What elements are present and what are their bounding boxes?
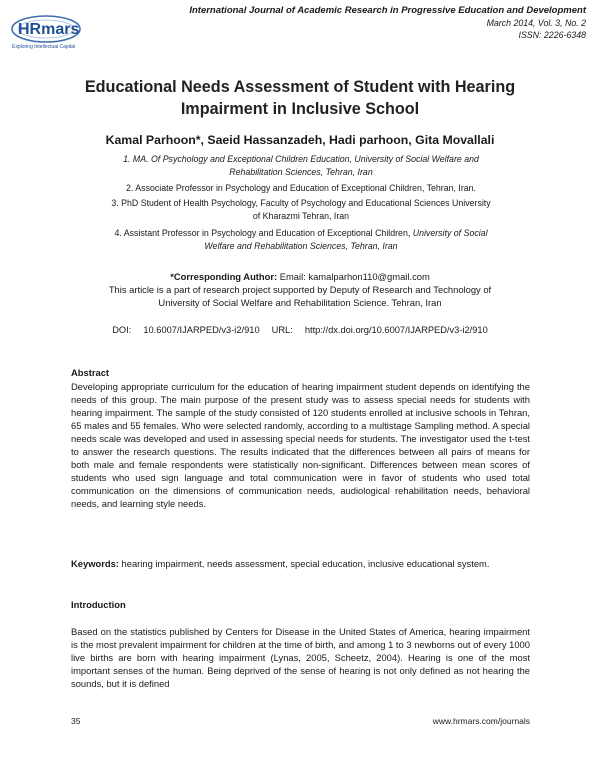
- affiliation-3-line-2: of Kharazmi Tehran, Iran: [252, 210, 350, 221]
- affiliation-1-line-2: Rehabilitation Sciences, Tehran, Iran: [229, 166, 373, 177]
- doi-line: [50, 325, 550, 335]
- funding-line-2: University of Social Welfare and Rehabilitation Science. Tehran, Iran: [158, 297, 442, 308]
- affiliation-4-text: 4. Assistant Professor in Psychology and Education of Exceptional Children,: [114, 228, 413, 238]
- logo-brand: HRmars: [18, 21, 80, 38]
- publisher-logo: [6, 8, 92, 52]
- corresponding-email[interactable]: Email: kamalparhon110@gmail.com: [277, 271, 430, 282]
- url-label: URL:: [271, 325, 293, 335]
- corresponding-label: *Corresponding Author:: [170, 271, 278, 282]
- logo-tagline: Exploring Intellectual Capital: [12, 44, 76, 50]
- affiliation-1: [56, 153, 546, 178]
- abstract-heading: Abstract: [71, 367, 110, 378]
- funding-line-1: This article is a part of research project supported by Deputy of Research and Technology of: [108, 284, 492, 295]
- page-number: 35: [71, 716, 81, 726]
- affiliation-1-line-1: 1. MA. Of Psychology and Exceptional Children Education, University of Social Welfare and: [123, 154, 479, 164]
- affiliation-4: [56, 227, 546, 252]
- corresponding-author: [50, 270, 550, 309]
- keywords-label: Keywords:: [71, 558, 119, 569]
- affiliation-3: [56, 197, 546, 222]
- url-value[interactable]: http://dx.doi.org/10.6007/IJARPED/v3-i2/910: [304, 325, 488, 335]
- paper-title: [40, 76, 560, 120]
- introduction-text: Based on the statistics published by Centers for Disease in the United States of America, hearing impairment is the most prevalent impairment for children at the time of birth, and among 1 to 3 newborns out of every 1000 live births are born with hearing impairment (Lynas, 2005, Scheetz, 2004). Hearing is one of the most important senses of the human. Being deprived of the sense of hearing is not only defined as not hearing the sounds, but it is defined: [71, 626, 530, 689]
- doi-label: DOI:: [112, 325, 132, 335]
- affiliation-4-line-2: Welfare and Rehabilitation Sciences, Tehran, Iran: [204, 240, 398, 251]
- journal-header: [189, 4, 586, 41]
- title-line-2: Impairment in Inclusive School: [180, 100, 420, 118]
- affiliation-2: 2. Associate Professor in Psychology and Education of Exceptional Children, Tehran, Iran.: [126, 183, 476, 193]
- journal-issn: ISSN: 2226-6348: [518, 30, 586, 40]
- abstract-text: Developing appropriate curriculum for the education of hearing impairment student depends on identifying the needs of this group. The main purpose of the present study was to assess special needs for students with hearing impairment. The sample of the study consisted of 120 students enrolled at inclusive schools in Tehran, 65 males and 55 females. Who were selected randomly, according to a multistage Sampling method. A special needs scale was developed and used in assessing special needs for students. The investigator used the t-test to answer the research questions. The results indicated that the differences between all pairs of means for both male and female respondents were statistically non-significant. Differences between mean scores of students who used sign language and total communication were in favor of students who used total communication on the dimensions of communication needs, audiological rehabilitation needs, behavioral needs, and learning style needs.: [71, 381, 530, 509]
- logo-icon: [6, 8, 92, 52]
- keywords-text: hearing impairment, needs assessment, special education, inclusive educational system.: [118, 558, 490, 569]
- affiliation-3-line-1: 3. PhD Student of Health Psychology, Faculty of Psychology and Educational Sciences University: [111, 198, 491, 208]
- journal-name: International Journal of Academic Research in Progressive Education and Development: [189, 5, 586, 16]
- title-line-1: Educational Needs Assessment of Student with Hearing: [84, 78, 516, 96]
- author-list: Kamal Parhoon*, Saeid Hassanzadeh, Hadi parhoon, Gita Movallali: [105, 133, 495, 147]
- introduction-heading: Introduction: [71, 599, 126, 610]
- doi-value[interactable]: 10.6007/IJARPED/v3-i2/910: [143, 325, 260, 335]
- affiliation-4-university: University of Social: [412, 228, 488, 238]
- journal-issue: March 2014, Vol. 3, No. 2: [486, 18, 586, 28]
- footer-site[interactable]: www.hrmars.com/journals: [432, 716, 530, 726]
- keywords: [71, 557, 530, 570]
